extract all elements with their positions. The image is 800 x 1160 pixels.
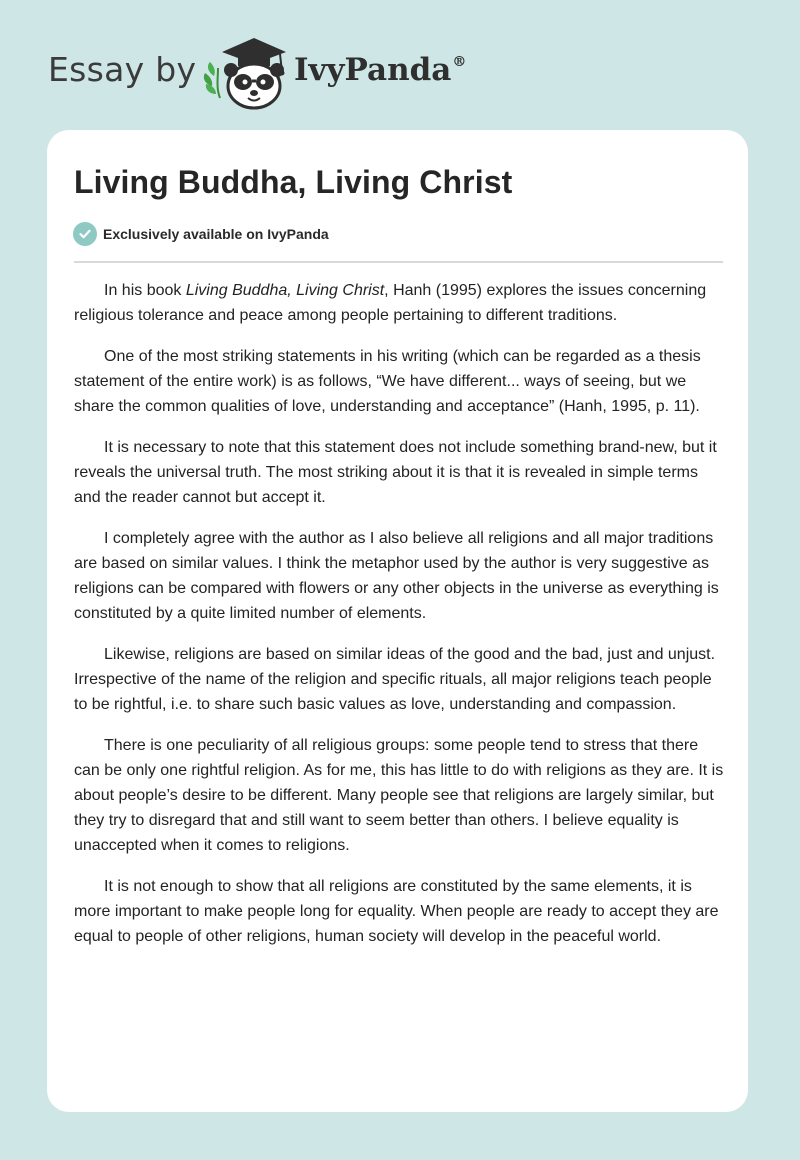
check-icon: [73, 222, 97, 246]
book-title: Living Buddha, Living Christ: [185, 282, 385, 299]
leaf-icon: [204, 62, 220, 98]
page-title: Living Buddha, Living Christ: [74, 164, 513, 200]
paragraph: I completely agree with the author as I also believe all religions and all major traditions are based on similar values. I think the metaphor used by the author is very suggestive as religions can be compared with flowers or any other objects in the universe as everything is constituted by a quite limited number of elements.: [74, 530, 719, 622]
essay-card: [47, 130, 748, 1112]
paragraph: It is necessary to note that this statement does not include something brand-new, but it reveals the universal truth. The most striking about it is that it is revealed in simple terms and the reader cannot but accept it.: [74, 439, 717, 506]
essay-body: [74, 278, 726, 965]
paragraph: Likewise, religions are based on similar ideas of the good and the bad, just and unjust. Irrespective of the name of the religion and specific rituals, all major religions teach people to be rightful, i.e. to share such basic values as love, understanding and compassion.: [74, 646, 716, 713]
site-header: [48, 32, 748, 112]
divider: [74, 261, 723, 263]
paragraph: In his book Living Buddha, Living Christ, Hanh (1995) explores the issues concerning religious tolerance and peace among people pertaining to different traditions.: [74, 282, 707, 324]
essay-by-label: Essay by: [48, 50, 197, 89]
badge-label: Exclusively available on IvyPanda: [103, 226, 329, 242]
paragraph: It is not enough to show that all religions are constituted by the same elements, it is more important to make people long for equality. When people are ready to accept they are equal to people of other religions, human society will develop in the peaceful world.: [74, 878, 719, 945]
paragraph: One of the most striking statements in his writing (which can be regarded as a thesis statement of the entire work) is as follows, “We have different... ways of seeing, but we share the common qualities of love, understanding and acceptance” (Hanh, 1995, p. 11).: [74, 348, 701, 415]
brand-name[interactable]: IvyPanda®: [294, 52, 467, 88]
panda-graduate-icon[interactable]: [200, 32, 290, 112]
registered-mark: ®: [452, 54, 467, 70]
paragraph: There is one peculiarity of all religious groups: some people tend to stress that there can be only one rightful religion. As for me, this has little to do with religions as they are. It is about people’s desire to be different. Many people see that religions are largely similar, but they try to disregard that and still want to seem better than others. I believe equality is unaccepted when it comes to religions.: [74, 737, 724, 854]
exclusive-badge: [73, 222, 329, 246]
